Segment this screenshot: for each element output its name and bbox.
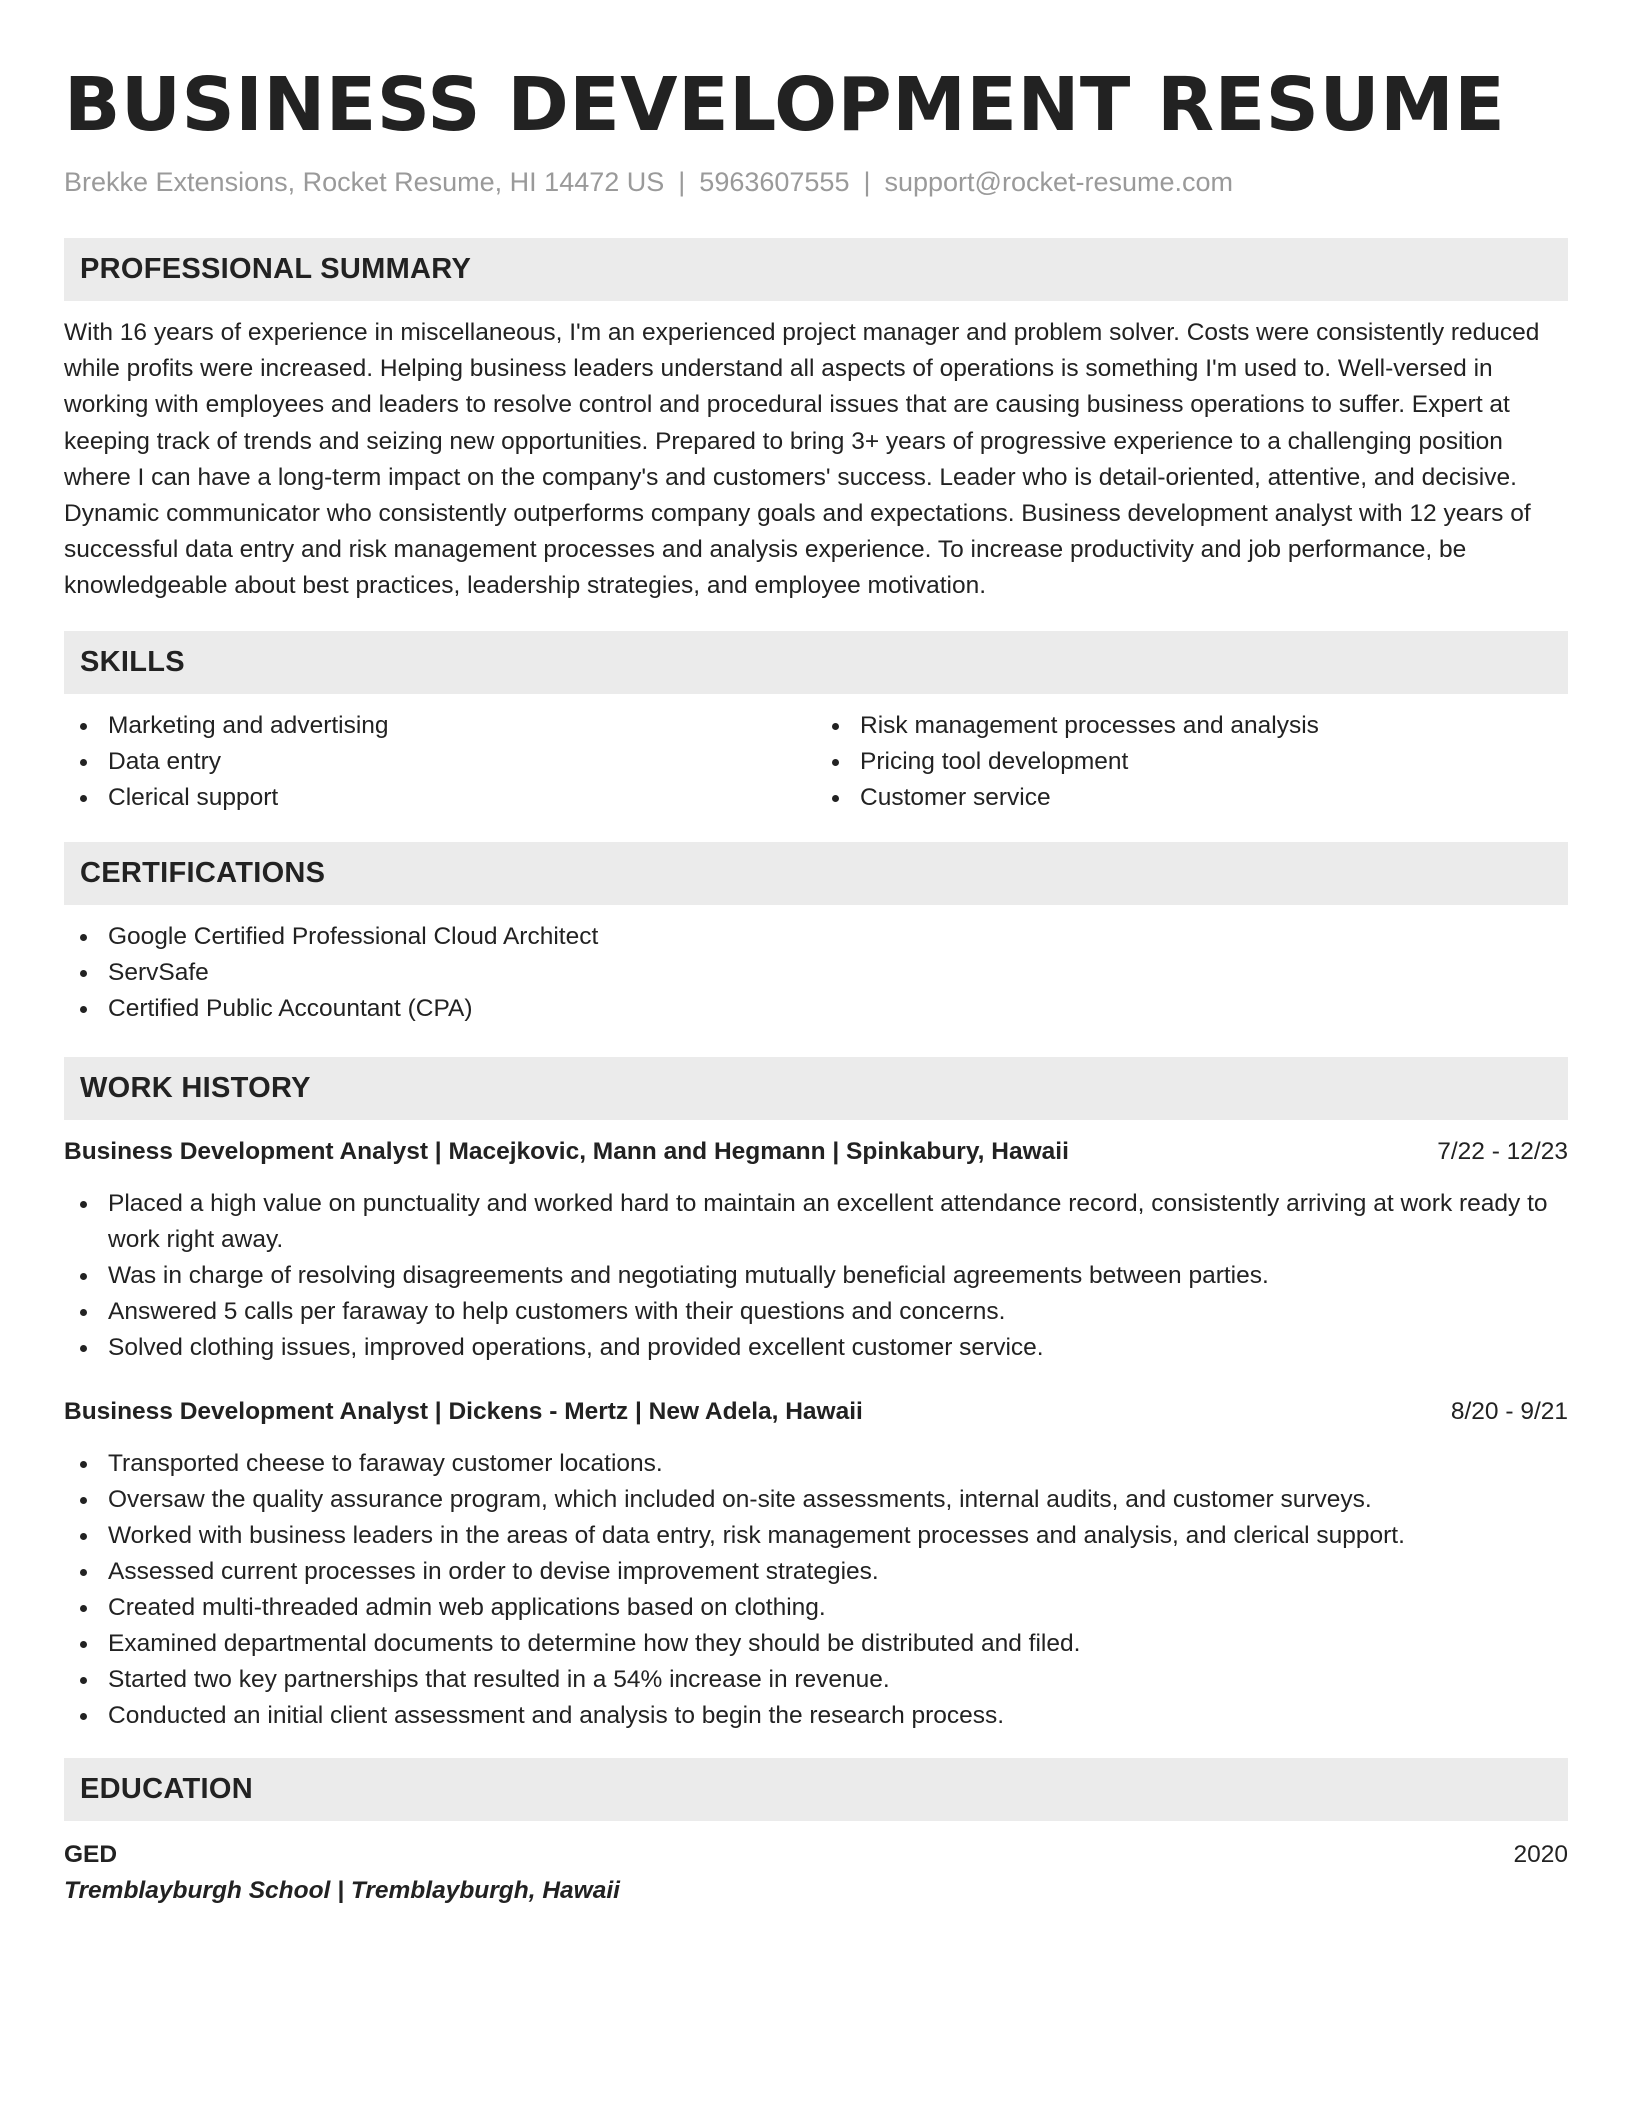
job-bullets bbox=[64, 1446, 1568, 1734]
skill-item: Pricing tool development bbox=[816, 744, 1568, 780]
contact-email: support@rocket-resume.com bbox=[884, 167, 1234, 197]
skills-heading: SKILLS bbox=[64, 631, 1568, 694]
job-bullet: Placed a high value on punctuality and worked hard to maintain an excellent attendance record, consistently arriving at work ready to work right away. bbox=[64, 1186, 1568, 1258]
education-school: Tremblayburgh School | Tremblayburgh, Hawaii bbox=[64, 1876, 620, 1904]
job-dates: 8/20 - 9/21 bbox=[1450, 1397, 1568, 1425]
job-bullet: Answered 5 calls per faraway to help customers with their questions and concerns. bbox=[64, 1294, 1568, 1330]
contact-separator: | bbox=[678, 167, 686, 197]
certification-item: ServSafe bbox=[64, 955, 1568, 991]
skill-item: Marketing and advertising bbox=[64, 708, 816, 744]
job-title: Business Development Analyst | Macejkovic, Mann and Hegmann | Spinkabury, Hawaii bbox=[64, 1137, 1069, 1165]
job-title: Business Development Analyst | Dickens - Mertz | New Adela, Hawaii bbox=[64, 1397, 863, 1425]
skill-item: Data entry bbox=[64, 744, 816, 780]
job-bullet: Oversaw the quality assurance program, which included on-site assessments, internal audits, and customer surveys. bbox=[64, 1482, 1568, 1518]
skills-column-right bbox=[816, 708, 1568, 816]
education-entry bbox=[64, 1837, 1568, 1909]
education-header bbox=[64, 1837, 1568, 1873]
education-heading: EDUCATION bbox=[64, 1758, 1568, 1821]
job-bullet: Conducted an initial client assessment and analysis to begin the research process. bbox=[64, 1698, 1568, 1734]
job-bullet: Transported cheese to faraway customer locations. bbox=[64, 1446, 1568, 1482]
job-entry bbox=[64, 1134, 1568, 1366]
job-dates: 7/22 - 12/23 bbox=[1437, 1137, 1568, 1165]
contact-line bbox=[64, 164, 1568, 200]
job-bullet: Assessed current processes in order to devise improvement strategies. bbox=[64, 1554, 1568, 1590]
contact-phone: 5963607555 bbox=[699, 167, 850, 197]
job-header bbox=[64, 1134, 1568, 1170]
job-entry bbox=[64, 1394, 1568, 1734]
certification-item: Certified Public Accountant (CPA) bbox=[64, 991, 1568, 1027]
skill-item: Customer service bbox=[816, 780, 1568, 816]
job-bullet: Started two key partnerships that resulted in a 54% increase in revenue. bbox=[64, 1662, 1568, 1698]
summary-heading: PROFESSIONAL SUMMARY bbox=[64, 238, 1568, 301]
job-bullet: Examined departmental documents to determine how they should be distributed and filed. bbox=[64, 1626, 1568, 1662]
job-bullet: Solved clothing issues, improved operations, and provided excellent customer service. bbox=[64, 1330, 1568, 1366]
skill-item: Clerical support bbox=[64, 780, 816, 816]
job-bullet: Was in charge of resolving disagreements and negotiating mutually beneficial agreements between parties. bbox=[64, 1258, 1568, 1294]
contact-separator: | bbox=[863, 167, 871, 197]
skills-column-left bbox=[64, 708, 816, 816]
job-bullet: Created multi-threaded admin web applications based on clothing. bbox=[64, 1590, 1568, 1626]
job-header bbox=[64, 1394, 1568, 1430]
certifications-heading: CERTIFICATIONS bbox=[64, 842, 1568, 905]
job-bullet: Worked with business leaders in the areas of data entry, risk management processes and analysis, and clerical support. bbox=[64, 1518, 1568, 1554]
education-degree: GED bbox=[64, 1840, 118, 1868]
skill-item: Risk management processes and analysis bbox=[816, 708, 1568, 744]
work-history-heading: WORK HISTORY bbox=[64, 1057, 1568, 1120]
summary-text: With 16 years of experience in miscellaneous, I'm an experienced project manager and problem solver. Costs were consistently reduced while profits were increased. Helping business leaders understand all aspects of operations is something I'm used to. Well-versed in working with employees and leaders to resolve control and procedural issues that are causing business operations to suffer. Expert at keeping track of trends and seizing new opportunities. Prepared to bring 3+ years of progressive experience to a challenging position where I can have a long-term impact on the company's and customers' success. Leader who is detail-oriented, attentive, and decisive. Dynamic communicator who consistently outperforms company goals and expectations. Business development analyst with 12 years of successful data entry and risk management processes and analysis experience. To increase productivity and job performance, be knowledgeable about best practices, leadership strategies, and employee motivation. bbox=[64, 319, 1540, 600]
resume-title: BUSINESS DEVELOPMENT RESUME bbox=[64, 62, 1506, 148]
job-bullets bbox=[64, 1186, 1568, 1366]
education-year: 2020 bbox=[1513, 1840, 1568, 1868]
skills-list bbox=[64, 708, 1568, 816]
certification-item: Google Certified Professional Cloud Architect bbox=[64, 919, 1568, 955]
certifications-list bbox=[64, 919, 1568, 1027]
contact-address: Brekke Extensions, Rocket Resume, HI 14472 US bbox=[64, 167, 665, 197]
